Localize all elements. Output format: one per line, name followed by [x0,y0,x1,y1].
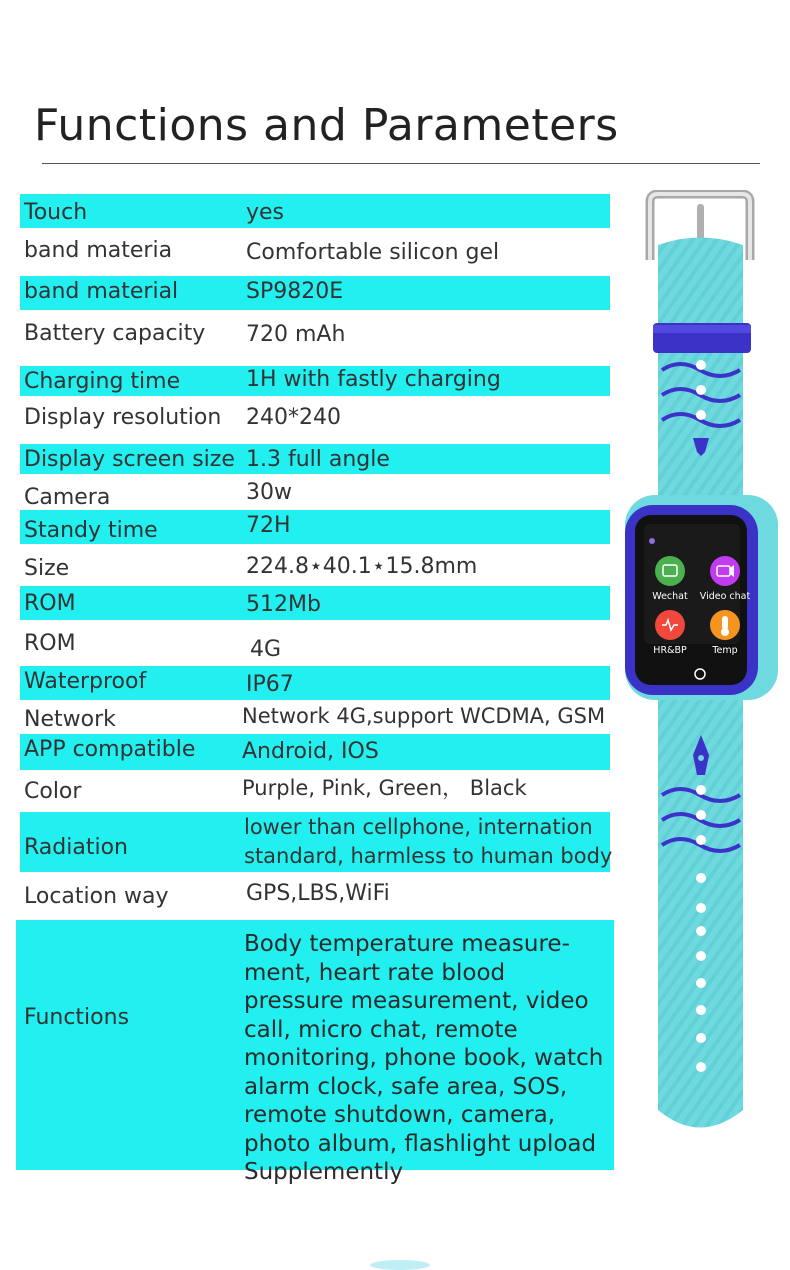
spec-label: Camera [24,485,111,510]
spec-value: 720 mAh [246,322,346,347]
spec-label: band material [24,279,179,304]
spec-row-app [20,734,610,770]
spec-label: Functions [24,1005,130,1030]
spec-row-battery [20,316,610,362]
spec-label: Network [24,707,116,732]
spec-label: Display resolution [24,405,222,430]
smartwatch-illustration [615,190,790,1150]
spec-row-display-resolution [20,400,610,440]
spec-row-rom-2 [20,622,610,664]
spec-value: 4G [250,637,282,662]
spec-row-network [20,702,610,732]
spec-value: 30w [246,480,292,505]
spec-label: Size [24,556,70,581]
spec-row-touch [20,194,610,228]
spec-row-band-material [20,276,610,310]
spec-value: 224.8⋆40.1⋆15.8mm [246,554,478,579]
spec-label: APP compatible [24,737,196,762]
spec-label: Display screen size [24,447,235,472]
spec-row-camera [20,478,610,508]
title-divider [42,163,760,164]
spec-value: Android, IOS [242,739,379,764]
spec-value: Body temperature measure-ment, heart rate blood pressure measurement, video call, micro chat, remote monitoring, phone book, watch alarm clock, safe area, SOS, remote shutdown, camera, photo album, flashlight upload Supplemently [244,931,604,1185]
app-label-video-chat: Video chat [699,591,751,602]
spec-label: Standy time [24,518,158,543]
spec-row-radiation [20,812,613,872]
spec-label: ROM [24,591,76,616]
spec-label: Waterproof [24,669,147,694]
smartwatch-graphic [615,190,790,1150]
spec-row-charging [20,366,610,396]
spec-label: Battery capacity [24,321,206,346]
spec-value: GPS,LBS,WiFi [246,881,390,906]
spec-value: IP67 [246,672,294,697]
spec-label: band materia [24,238,173,263]
spec-value: Comfortable silicon gel [246,240,500,265]
app-label-temp: Temp [712,645,738,656]
spec-row-standby [20,510,610,544]
spec-value: yes [246,200,285,225]
app-label-hrbp: HR&BP [653,645,687,656]
spec-value: lower than cellphone, internation standard, harmless to human body [244,815,613,868]
spec-value: 512Mb [246,592,321,617]
spec-value: Purple, Pink, Green， Black [242,776,527,800]
spec-value: 240*240 [246,405,341,430]
spec-label: Charging time [24,369,181,394]
page-title: Functions and Parameters [34,100,619,151]
spec-row-size [20,548,610,584]
spec-row-rom-1 [20,586,610,620]
spec-label: Location way [24,884,169,909]
spec-value: SP9820E [246,279,344,304]
spec-label: ROM [24,631,76,656]
spec-label: Color [24,779,82,804]
spec-value: Network 4G,support WCDMA, GSM [242,704,606,728]
app-label-wechat: Wechat [652,591,688,602]
spec-value: 1.3 full angle [246,447,390,472]
spec-value: 1H with fastly charging [246,367,501,392]
spec-row-functions [16,920,614,1185]
spec-row-band-materia [20,232,610,270]
spec-row-display-size [20,444,610,474]
spec-value: 72H [246,513,291,538]
spec-row-waterproof [20,666,610,700]
decorative-blob [370,1260,430,1270]
spec-label: Touch [24,200,88,225]
spec-row-color [20,772,610,808]
spec-row-location [20,876,610,914]
spec-label: Radiation [24,835,128,860]
